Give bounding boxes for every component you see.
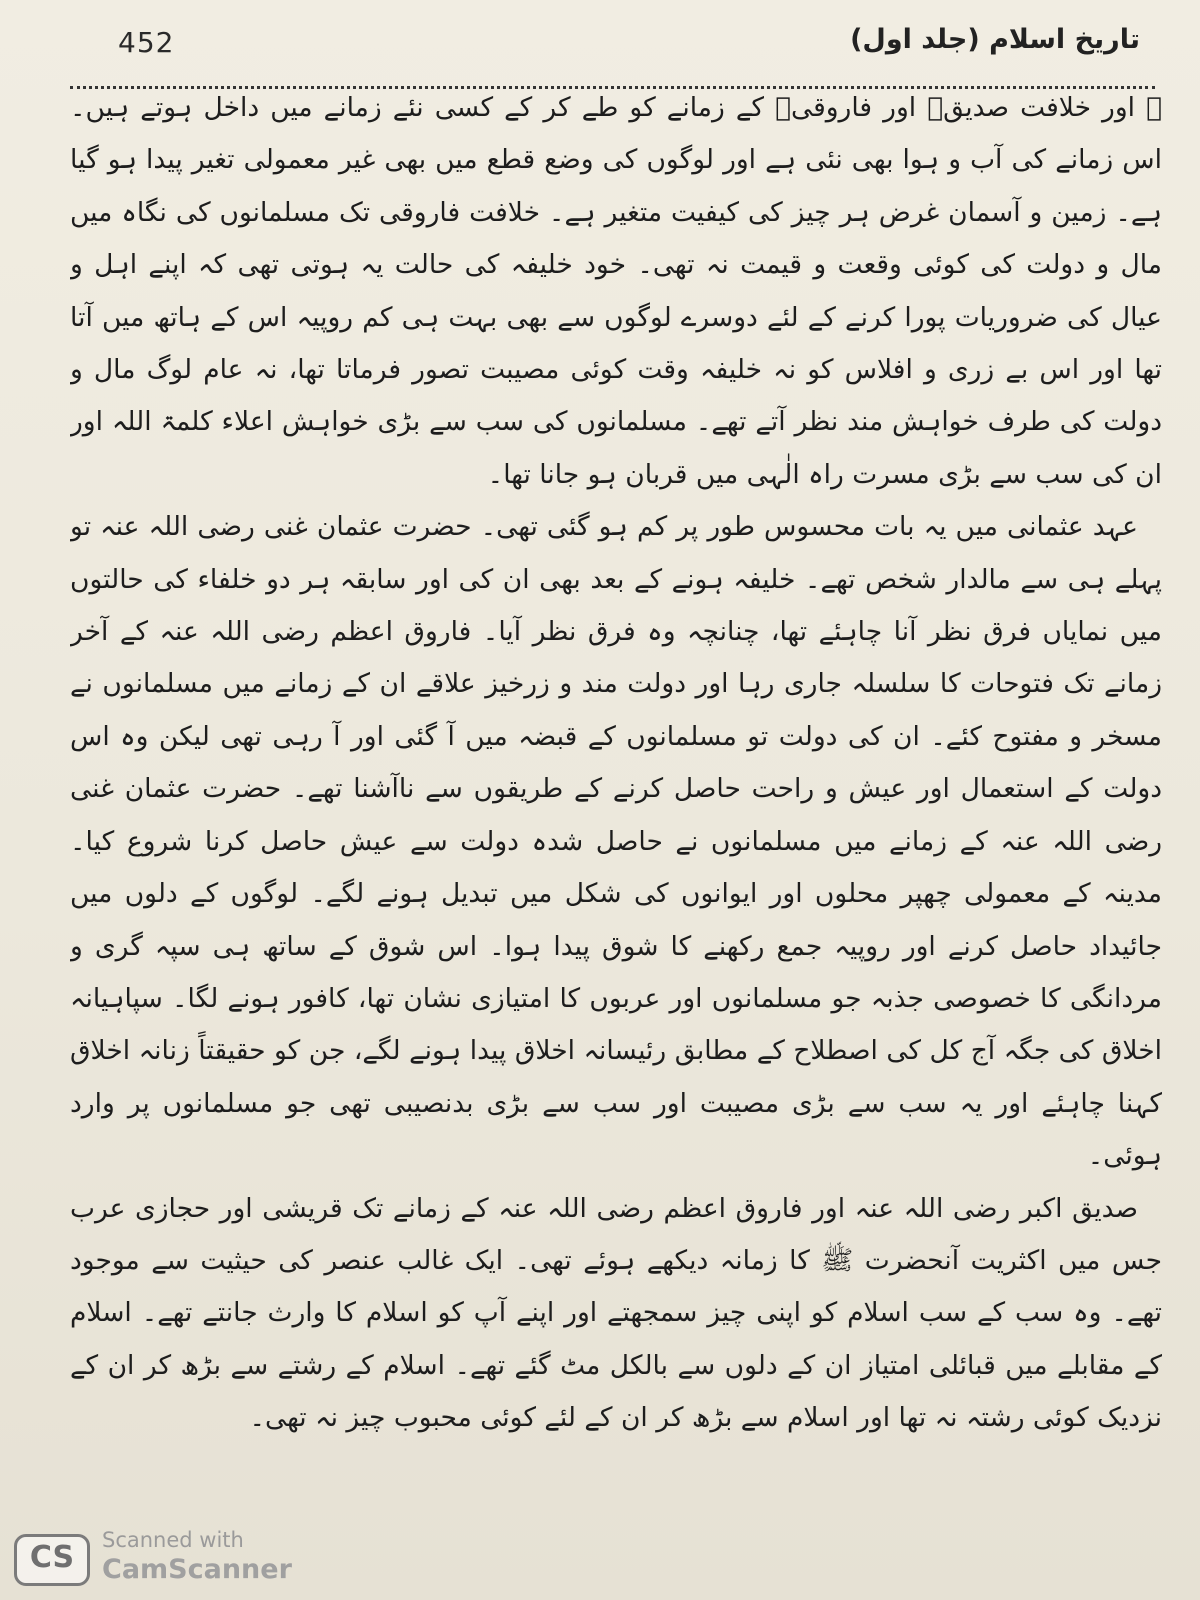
watermark-line-2: CamScanner [102,1554,292,1585]
paragraph-1: ﷺ اور خلافت صدیقؓ اور فاروقیؓ کے زمانے کو طے کر کے کسی نئے زمانے میں داخل ہوتے ہیں۔ اس زمانے کی آب و ہوا بھی نئی ہے اور لوگوں کی وضع قطع میں بھی غیر معمولی تغیر پیدا ہو گیا ہے۔ زمین و آسمان غرض ہر چیز کی کیفیت متغیر ہے۔ خلافت فاروقی تک مسلمانوں کی نگاہ میں مال و دولت کی کوئی وقعت و قیمت نہ تھی۔ خود خلیفہ کی حالت یہ ہوتی تھی کہ اپنے اہل و عیال کی ضروریات پورا کرنے کے لئے دوسرے لوگوں سے بھی بہت ہی کم روپیہ اس کے ہاتھ میں آتا تھا اور اس بے زری و افلاس کو نہ خلیفہ وقت کوئی مصیبت تصور فرماتا تھا، نہ عام لوگ مال و دولت کی طرف خواہش مند نظر آتے تھے۔ مسلمانوں کی سب سے بڑی خواہش اعلاء کلمۃ اللہ اور ان کی سب سے بڑی مسرت راہ الٰہی میں قربان ہو جانا تھا۔ [70,92,1162,490]
paragraph-2: عہد عثمانی میں یہ بات محسوس طور پر کم ہو گئی تھی۔ حضرت عثمان غنی رضی اللہ عنہ تو پہلے ہی سے مالدار شخص تھے۔ خلیفہ ہونے کے بعد بھی ان کی اور سابقہ ہر دو خلفاء کی حالتوں میں نمایاں فرق نظر آنا چاہئے تھا، چنانچہ وہ فرق نظر آیا۔ فاروق اعظم رضی اللہ عنہ کے آخر زمانے تک فتوحات کا سلسلہ جاری رہا اور دولت مند و زرخیز علاقے ان کے زمانے میں مسلمانوں نے مسخر و مفتوح کئے۔ ان کی دولت تو مسلمانوں کے قبضہ میں آ گئی اور آ رہی تھی لیکن وہ اس دولت کے استعمال اور عیش و راحت حاصل کرنے کے طریقوں سے ناآشنا تھے۔ حضرت عثمان غنی رضی اللہ عنہ کے زمانے میں مسلمانوں نے حاصل شدہ دولت سے عیش حاصل کرنا شروع کیا۔ مدینہ کے معمولی چھپر محلوں اور ایوانوں کی شکل میں تبدیل ہونے لگے۔ لوگوں کے دلوں میں جائیداد حاصل کرنے اور روپیہ جمع رکھنے کا شوق پیدا ہوا۔ اس شوق کے ساتھ ہی سپہ گری و مردانگی کا خصوصی جذبہ جو مسلمانوں اور عربوں کا امتیازی نشان تھا، کافور ہونے لگا۔ سپاہیانہ اخلاق کی جگہ آج کل کی اصطلاح کے مطابق رئیسانہ اخلاق پیدا ہونے لگے، جن کو حقیقتاً زنانہ اخلاق کہنا چاہئے اور یہ سب سے بڑی مصیبت اور سب سے بڑی بدنصیبی تھی جو مسلمانوں پر وارد ہوئی۔ [70,511,1162,1172]
camscanner-watermark [14,1522,344,1592]
paragraph-3: صدیق اکبر رضی اللہ عنہ اور فاروق اعظم رضی اللہ عنہ کے زمانے تک قریشی اور حجازی عرب جس میں اکثریت آنحضرت ﷺ کا زمانہ دیکھے ہوئے تھی۔ ایک غالب عنصر کی حیثیت سے موجود تھے۔ وہ سب کے سب اسلام کو اپنی چیز سمجھتے اور اپنے آپ کو اسلام کا وارث جانتے تھے۔ اسلام کے مقابلے میں قبائلی امتیاز ان کے دلوں سے بالکل مٹ گئے تھے۔ اسلام کے رشتے سے بڑھ کر ان کے نزدیک کوئی رشتہ نہ تھا اور اسلام سے بڑھ کر ان کے لئے کوئی محبوب چیز نہ تھی۔ [70,1192,1162,1434]
camscanner-logo-icon [14,1534,90,1586]
page-header [0,18,1200,74]
body-text [70,82,1162,1542]
page-number: 452 [118,26,175,59]
watermark-line-1: Scanned with [102,1528,244,1552]
camscanner-logo-text: CS [29,1540,75,1575]
running-title: تاریخ اسلام (جلد اول) [850,24,1140,55]
